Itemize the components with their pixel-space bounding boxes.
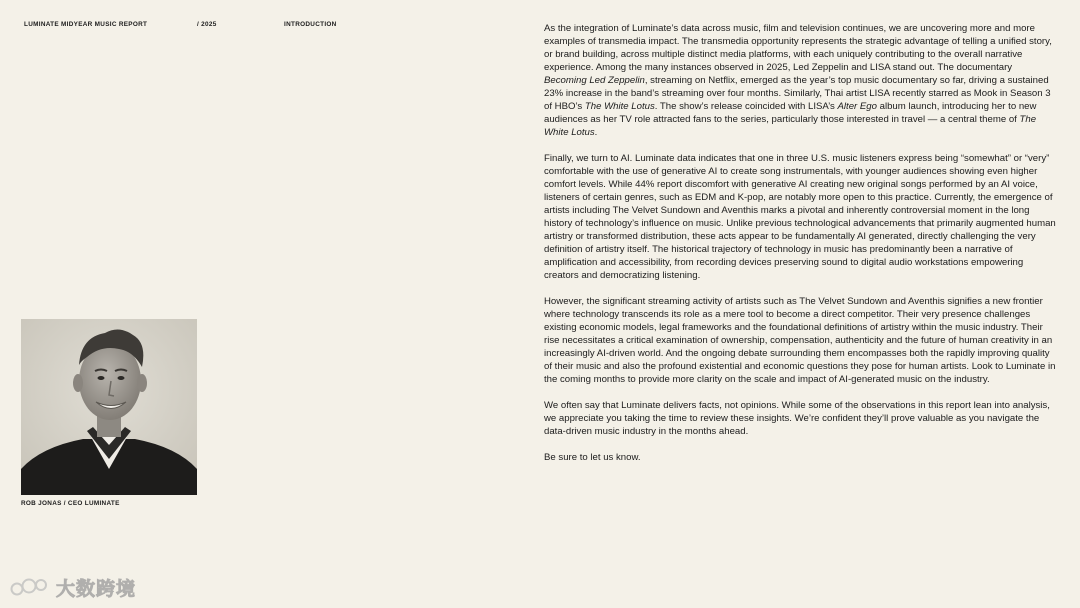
text-run: . The show’s release coincided with LISA’s [654,101,838,112]
body-paragraph [544,451,1056,464]
text-run: However, the significant streaming activity of artists such as The Velvet Sundown and Aventhis signifies a new frontier where technology transcends its role as a mere tool to become a direct competitor. Their very presence challenges existing economic models, legal frameworks and the foundational definitions of artistry within the music industry. Their rise necessitates a critical examination of ownership, compensation, authenticity and the future of human creativity in an increasingly AI-driven world. And the ongoing debate surrounding them encompasses both the rapidly improving quality of their music and also the profound existential and economic questions they pose for human artists. Look to Luminate in the coming months to provide more clarity on the scale and impact of AI-generated music on the industry. [544,296,1056,385]
portrait-illustration [21,319,197,495]
body-paragraph [544,295,1056,386]
italic-title: The White Lotus [584,101,655,112]
report-title: LUMINATE MIDYEAR MUSIC REPORT [24,21,148,28]
ceo-portrait-photo [21,319,197,495]
italic-title: Becoming Led Zeppelin [544,75,645,86]
watermark-logo-icon [10,577,50,599]
body-paragraph [544,399,1056,438]
section-label: INTRODUCTION [284,21,337,28]
watermark-text: 大数跨境 [56,578,137,600]
text-run: , streaming on Netflix, emerged as the year’s top music documentary so far, driving a sustained 23% increase in the band’s streaming over four months. Similarly, Thai artist LISA recently starred as Mook in Season 3 of HBO’s [544,75,1051,112]
text-run: We often say that Luminate delivers facts, not opinions. While some of the observations in this report lean into analysis, we appreciate you taking the time to review these insights. We’re confident they’ll prove valuable as you navigate the data-driven music industry in the months ahead. [544,400,1050,437]
body-paragraph [544,22,1056,139]
text-run: . [594,127,598,138]
introduction-body [544,22,1056,477]
italic-title: The White Lotus [544,114,1037,138]
photo-caption: ROB JONAS / CEO LUMINATE [21,500,120,507]
body-paragraph [544,152,1056,282]
text-run: Be sure to let us know. [544,452,641,463]
watermark [10,574,136,601]
report-year: / 2025 [197,21,217,28]
text-run: Finally, we turn to AI. Luminate data indicates that one in three U.S. music listeners express being “somewhat” or “very” comfortable with the use of generative AI to create song instrumentals, with younger audiences showing even higher comfort levels. While 44% report discomfort with generative AI creating new original songs performed by an AI voice, listeners of certain genres, such as EDM and K-pop, are notably more open to this practice. Currently, the emergence of artists including The Velvet Sundown and Aventhis marks a pivotal and inherently controversial moment in the long history of technology’s influence on music. Unlike previous technological advancements that primarily augmented human artistry or transformed distribution, these acts appear to be fundamentally AI generated, directly challenging the very definition of artistry itself. The historical trajectory of technology in music has predominantly been a narrative of amplification and accessibility, from recording devices preserving sound to digital audio workstations empowering creators and democratizing listening. [544,153,1056,281]
text-run: album launch, introducing her to new audiences as her TV role attracted fans to the series, particularly those interested in travel — a central theme of [544,101,1037,125]
italic-title: Alter Ego [837,101,877,112]
text-run: As the integration of Luminate’s data across music, film and television continues, we are uncovering more and more examples of transmedia impact. The transmedia opportunity represents the strategic advantage of telling a unified story, or brand building, across multiple distinct media platforms, with each uniquely contributing to the overall narrative experience. Among the many instances observed in 2025, Led Zeppelin and LISA stand out. The documentary [544,23,1052,73]
